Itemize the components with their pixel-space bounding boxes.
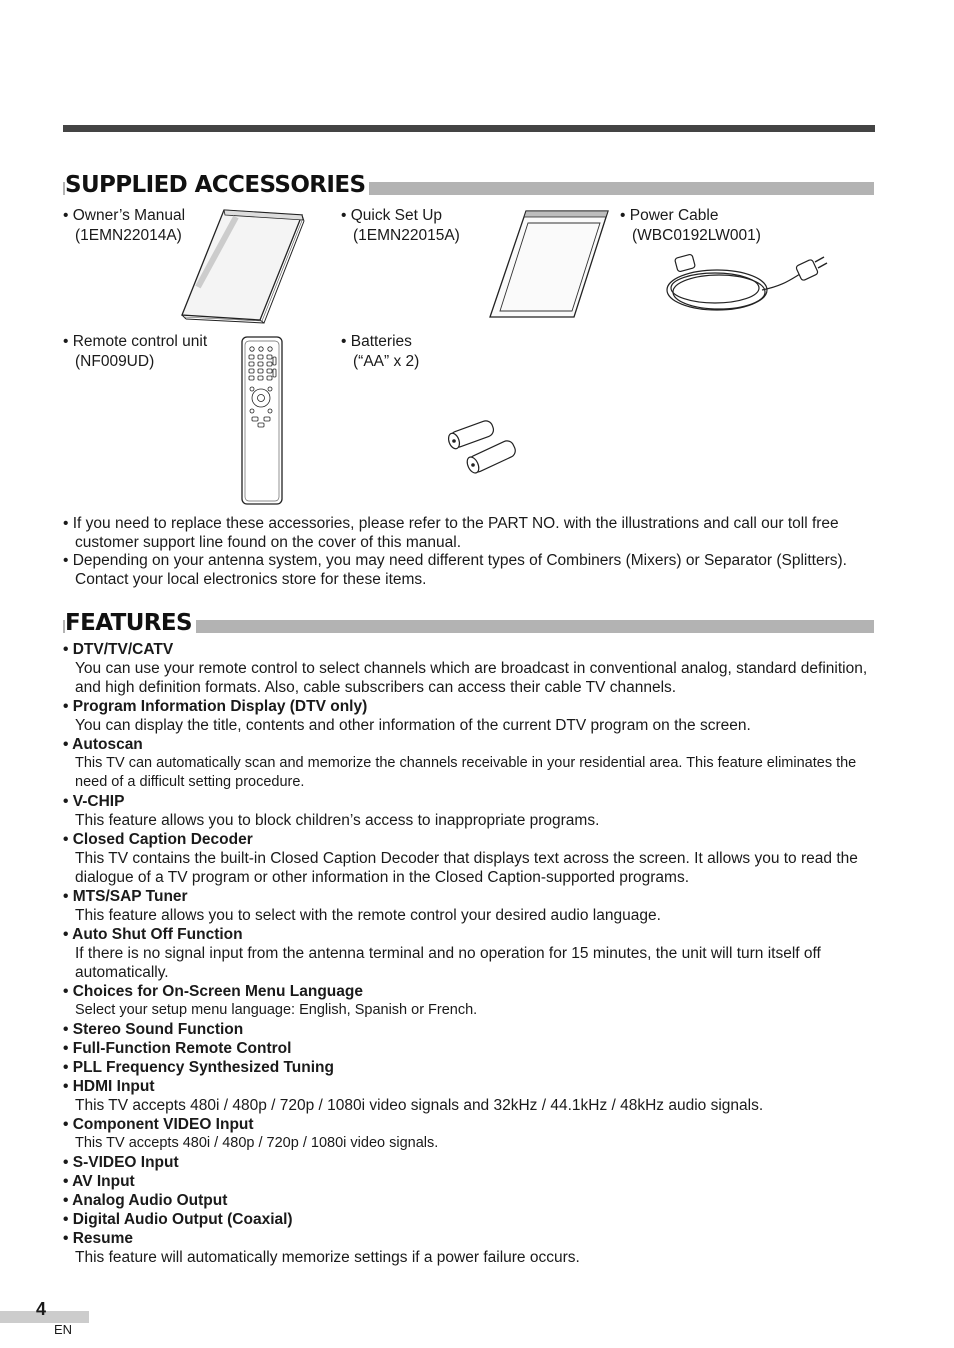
accessory-name: • Power Cable: [620, 207, 719, 224]
feature-item: [63, 1191, 875, 1210]
feature-item: [63, 925, 875, 982]
feature-item: [63, 887, 875, 925]
accessory-power-cable: [620, 206, 761, 246]
feature-title: • AV Input: [63, 1173, 135, 1190]
feature-item: [63, 792, 875, 830]
note-antenna-system: • Depending on your antenna system, you may need different types of Combiners (Mixers) or Separator (Splitters). Contact your local electronics store for these items.: [63, 552, 847, 588]
accessory-part-number: (NF009UD): [75, 353, 155, 370]
accessory-name: • Owner’s Manual: [63, 207, 186, 224]
feature-item: [63, 982, 875, 1020]
feature-title: • Choices for On-Screen Menu Language: [63, 983, 363, 1000]
features-heading: FEATURES: [65, 609, 196, 637]
feature-description: This TV accepts 480i / 480p / 720p / 1080i video signals.: [75, 1135, 439, 1151]
accessory-part-number: (“AA” x 2): [353, 353, 420, 370]
feature-title: • Digital Audio Output (Coaxial): [63, 1211, 293, 1228]
note-replace-accessories: • If you need to replace these accessories, please refer to the PART NO. with the illustrations and call our toll free customer support line found on the cover of this manual.: [63, 515, 839, 551]
feature-title: • Program Information Display (DTV only): [63, 698, 368, 715]
feature-title: • V-CHIP: [63, 793, 125, 810]
feature-item: [63, 735, 875, 792]
accessory-name: • Remote control unit: [63, 333, 208, 350]
feature-description: If there is no signal input from the antenna terminal and no operation for 15 minutes, the unit will turn itself off automatically.: [75, 945, 821, 981]
feature-title: • DTV/TV/CATV: [63, 641, 174, 658]
feature-item: [63, 1039, 875, 1058]
feature-item: [63, 640, 875, 697]
feature-item: [63, 1153, 875, 1172]
remote-control-illustration: [240, 335, 284, 507]
feature-description: Select your setup menu language: English, Spanish or French.: [75, 1002, 478, 1018]
feature-description: You can display the title, contents and other information of the current DTV program on the screen.: [75, 717, 751, 734]
feature-item: [63, 1229, 875, 1267]
power-cable-illustration: [662, 250, 830, 318]
accessory-part-number: (1EMN22014A): [75, 227, 182, 244]
accessory-notes: [63, 515, 875, 589]
accessory-remote-control: [63, 332, 207, 372]
feature-item: [63, 1115, 875, 1153]
accessory-part-number: (WBC0192LW001): [632, 227, 761, 244]
accessory-name: • Quick Set Up: [341, 207, 443, 224]
feature-item: [63, 1077, 875, 1115]
feature-title: • Component VIDEO Input: [63, 1116, 254, 1133]
owners-manual-illustration: [178, 207, 308, 325]
feature-title: • S-VIDEO Input: [63, 1154, 179, 1171]
feature-description: This TV can automatically scan and memorize the channels receivable in your residential area. This feature eliminates the need of a difficult setting procedure.: [75, 755, 857, 790]
feature-title: • PLL Frequency Synthesized Tuning: [63, 1059, 334, 1076]
quick-set-up-illustration: [488, 209, 612, 321]
feature-title: • Analog Audio Output: [63, 1192, 228, 1209]
feature-description: This TV contains the built-in Closed Caption Decoder that displays text across the screen. It allows you to read the dialogue of a TV program or other information in the Closed Caption-supported programs.: [75, 850, 858, 886]
feature-item: [63, 1020, 875, 1039]
feature-item: [63, 1058, 875, 1077]
feature-description: You can use your remote control to select channels which are broadcast in conventional analog, standard definition, and high definition formats. Also, cable subscribers can access their cable TV channels.: [75, 660, 868, 696]
feature-description: This feature allows you to select with the remote control your desired audio language.: [75, 907, 661, 924]
top-rule: [63, 125, 875, 132]
accessory-batteries: [341, 332, 419, 372]
feature-title: • Autoscan: [63, 736, 143, 753]
supplied-accessories-header: [63, 167, 874, 197]
feature-title: • Full-Function Remote Control: [63, 1040, 292, 1057]
feature-description: This feature will automatically memorize settings if a power failure occurs.: [75, 1249, 580, 1266]
feature-description: This TV accepts 480i / 480p / 720p / 1080i video signals and 32kHz / 44.1kHz / 48kHz audio signals.: [75, 1097, 764, 1114]
feature-item: [63, 1210, 875, 1229]
feature-item: [63, 1172, 875, 1191]
feature-item: [63, 830, 875, 887]
page-number: 4: [36, 1299, 47, 1319]
accessory-name: • Batteries: [341, 333, 412, 350]
feature-title: • MTS/SAP Tuner: [63, 888, 188, 905]
feature-item: [63, 697, 875, 735]
features-header: [63, 605, 874, 635]
feature-description: This feature allows you to block children’s access to inappropriate programs.: [75, 812, 600, 829]
accessory-owners-manual: [63, 206, 185, 246]
supplied-accessories-heading: SUPPLIED ACCESSORIES: [65, 171, 369, 199]
features-list: [63, 640, 875, 1267]
page-language: EN: [54, 1322, 73, 1337]
feature-title: • Resume: [63, 1230, 134, 1247]
feature-title: • Stereo Sound Function: [63, 1021, 244, 1038]
batteries-illustration: [446, 420, 520, 478]
accessory-quick-set-up: [341, 206, 460, 246]
accessory-part-number: (1EMN22015A): [353, 227, 460, 244]
feature-title: • HDMI Input: [63, 1078, 155, 1095]
feature-title: • Closed Caption Decoder: [63, 831, 253, 848]
feature-title: • Auto Shut Off Function: [63, 926, 243, 943]
